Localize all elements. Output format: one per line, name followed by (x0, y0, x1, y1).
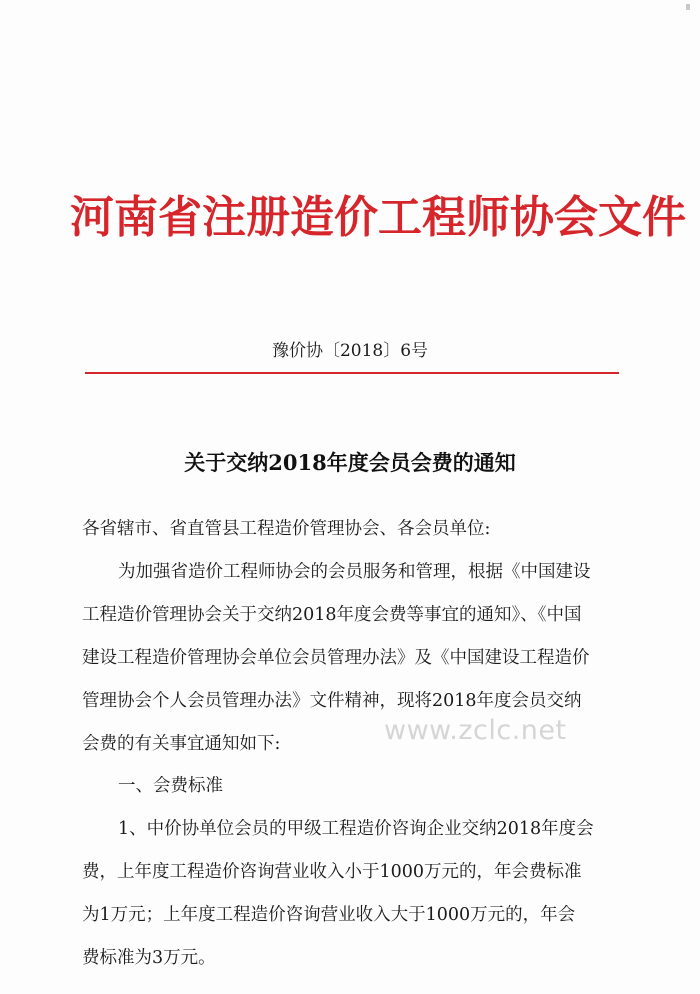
site-watermark: www.zclc.net (384, 715, 567, 746)
notice-title: 关于交纳2018年度会员会费的通知 (184, 450, 516, 475)
body-line: 费标准为3万元。 (82, 948, 216, 968)
body-line: 建设工程造价管理协会单位会员管理办法》及《中国建设工程造价 (82, 648, 590, 668)
salutation-line: 各省辖市、省直管县工程造价管理协会、各会员单位: (82, 519, 491, 539)
body-line: 费，上年度工程造价咨询营业收入小于1000万元的，年会费标准 (82, 862, 582, 882)
body-line: 1、中价协单位会员的甲级工程造价咨询企业交纳2018年度会 (118, 819, 594, 839)
body-line: 会费的有关事宜通知如下: (82, 734, 281, 754)
body-line: 管理协会个人会员管理办法》文件精神，现将2018年度会员交纳 (82, 691, 582, 711)
body-line: 工程造价管理协会关于交纳2018年度会费等事宜的通知》、《中国 (82, 605, 582, 625)
document-number: 豫价协〔2018〕6号 (271, 341, 429, 361)
body-line: 为1万元；上年度工程造价咨询营业收入大于1000万元的，年会 (82, 905, 576, 925)
body-line: 为加强省造价工程师协会的会员服务和管理，根据《中国建设 (118, 562, 591, 582)
issuer-header-title: 河南省注册造价工程师协会文件 (70, 192, 686, 243)
section-heading: 一、会费标准 (118, 776, 223, 796)
